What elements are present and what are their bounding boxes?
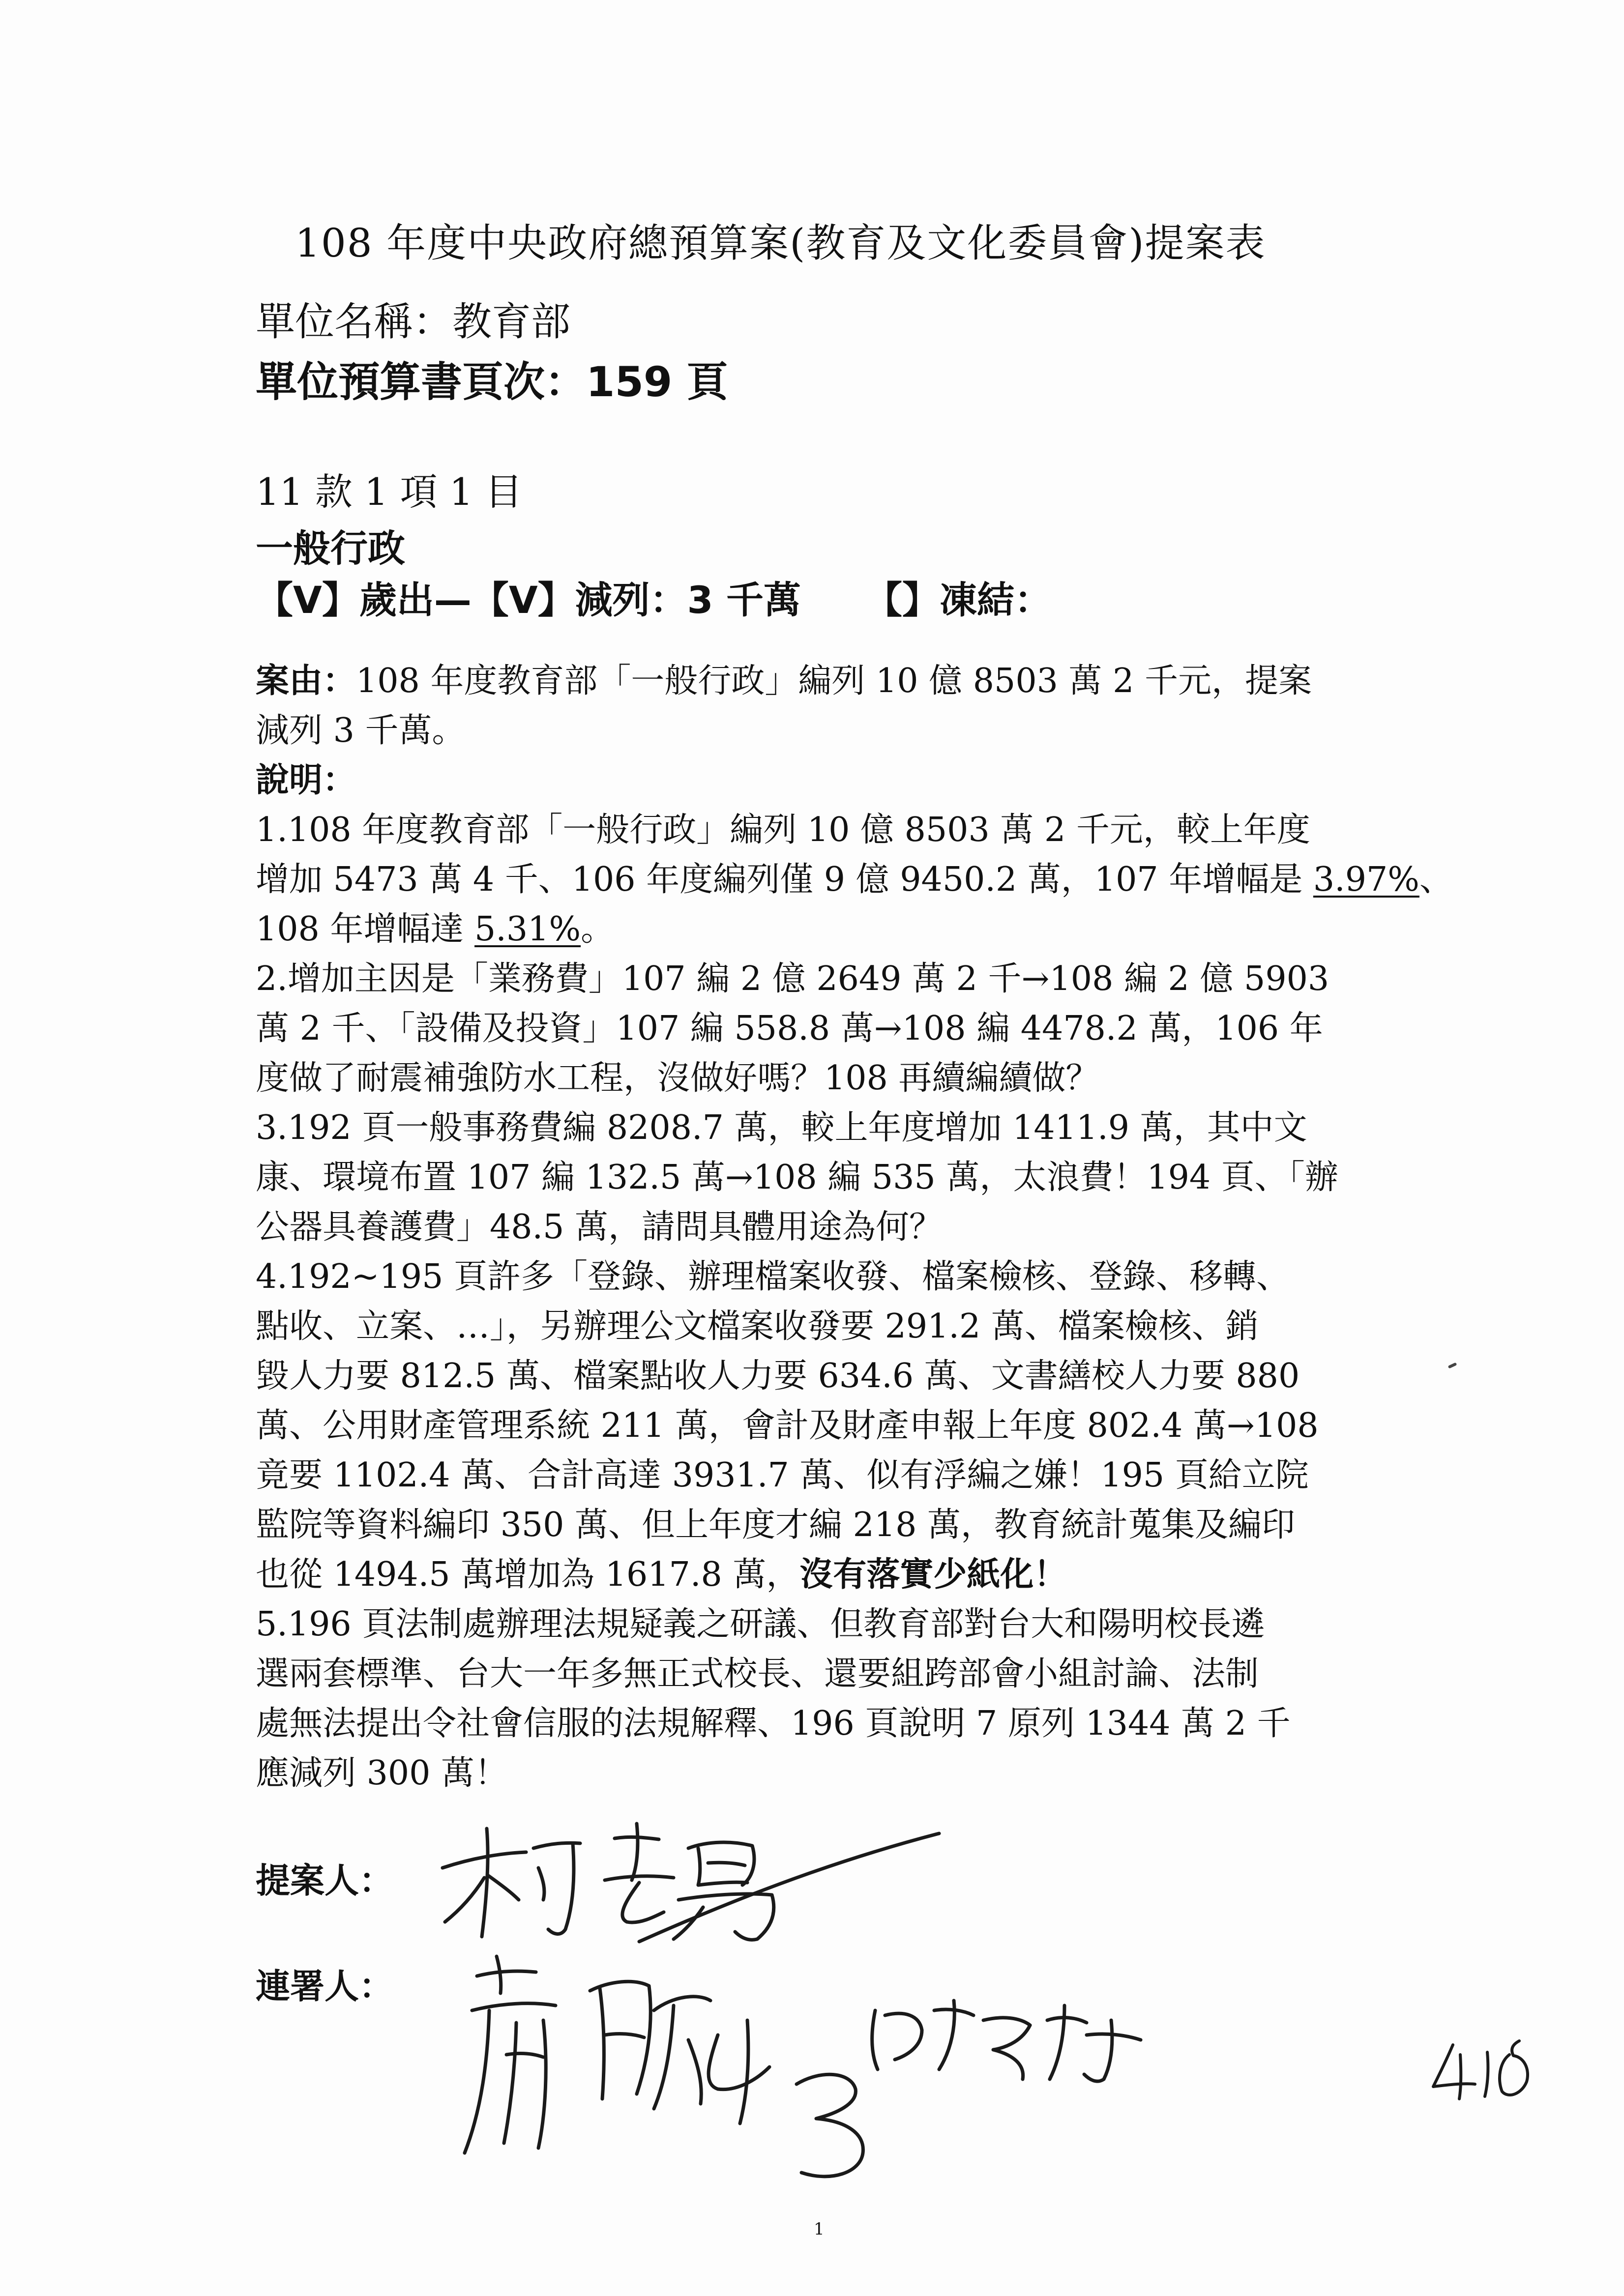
cosigner-signatures	[443, 1937, 1170, 2212]
item-name: 一般行政	[256, 526, 405, 570]
point-5-line-2: 選兩套標準、台大一年多無正式校長、還要組跨部會小組討論、法制	[256, 1655, 1259, 1693]
scan-speck	[1448, 1362, 1457, 1368]
reason-line-2: 減列 3 千萬。	[256, 711, 466, 750]
proposer-label: 提案人：	[256, 1860, 393, 1901]
point-4-line-4: 萬、公用財產管理系統 211 萬，會計及財產申報上年度 802.4 萬→108	[256, 1406, 1319, 1445]
point-4-line-7: 也從 1494.5 萬增加為 1617.8 萬，沒有落實少紙化！	[256, 1555, 1067, 1594]
point-1-line-1: 1.108 年度教育部「一般行政」編列 10 億 8503 萬 2 千元，較上年度	[256, 811, 1310, 849]
point-4-line-3: 毀人力要 812.5 萬、檔案點收人力要 634.6 萬、文書繕校人力要 880	[256, 1357, 1300, 1395]
point-4-line-1: 4.192~195 頁許多「登錄、辦理檔案收發、檔案檢核、登錄、移轉、	[256, 1257, 1290, 1296]
point-5-line-1: 5.196 頁法制處辦理法規疑義之研議、但教育部對台大和陽明校長遴	[256, 1605, 1265, 1644]
point-3-line-2: 康、環境布置 107 編 132.5 萬→108 編 535 萬，太浪費！194 頁、「辦	[256, 1158, 1338, 1197]
item-code: 11 款 1 項 1 目	[256, 470, 523, 514]
point-4-line-5: 竟要 1102.4 萬、合計高達 3931.7 萬、似有浮編之嫌！195 頁給立院	[256, 1456, 1309, 1495]
option-expenditure: 【V】歲出—	[256, 578, 472, 622]
rate-107: 3.97%	[1313, 860, 1419, 899]
option-reduce: 【V】減列：3 千萬	[471, 578, 801, 622]
cosigner-label: 連署人：	[256, 1966, 393, 2006]
reason-line-1: 案由：108 年度教育部「一般行政」編列 10 億 8503 萬 2 千元，提案	[256, 662, 1312, 700]
proposer-signature	[433, 1794, 949, 1956]
budget-book-page: 單位預算書頁次：159 頁	[256, 358, 728, 406]
unit-name: 單位名稱：教育部	[256, 299, 570, 345]
page-number: 1	[814, 2219, 825, 2239]
emphasis-paper-reduction: 沒有落實少紙化！	[799, 1555, 1067, 1594]
point-2-line-1: 2.增加主因是「業務費」107 編 2 億 2649 萬 2 千→108 編 2 億 5903	[256, 959, 1329, 998]
point-5-line-4: 應減列 300 萬！	[256, 1754, 508, 1793]
point-2-line-3: 度做了耐震補強防水工程，沒做好嗎？108 再續編續做？	[256, 1059, 1099, 1098]
explanation-label: 說明：	[256, 761, 356, 800]
reason-label: 案由：	[256, 662, 356, 700]
point-3-line-3: 公器具養護費」48.5 萬，請問具體用途為何？	[256, 1208, 943, 1247]
option-freeze: 【】凍結：	[865, 578, 1052, 622]
point-4-line-6: 監院等資料編印 350 萬、但上年度才編 218 萬，教育統計蒐集及編印	[256, 1506, 1296, 1544]
proposal-body	[256, 656, 1453, 1798]
point-1-line-2: 增加 5473 萬 4 千、106 年度編列僅 9 億 9450.2 萬，107 年增幅是 3.97%、	[256, 860, 1453, 899]
point-3-line-1: 3.192 頁一般事務費編 8208.7 萬，較上年度增加 1411.9 萬，其中文	[256, 1108, 1307, 1147]
point-1-line-3: 108 年增幅達 5.31%。	[256, 910, 615, 949]
point-4-line-2: 點收、立案、…」，另辦理公文檔案收發要 291.2 萬、檔案檢核、銷	[256, 1307, 1259, 1346]
point-2-line-2: 萬 2 千、「設備及投資」107 編 558.8 萬→108 編 4478.2 萬，106 年	[256, 1009, 1323, 1048]
proposal-options	[256, 570, 1052, 624]
document-title: 108 年度中央政府總預算案(教育及文化委員會)提案表	[295, 220, 1266, 266]
handwritten-page-mark	[1426, 2035, 1544, 2104]
rate-108: 5.31%	[474, 910, 581, 949]
point-5-line-3: 處無法提出令社會信服的法規解釋、196 頁說明 7 原列 1344 萬 2 千	[256, 1704, 1291, 1743]
